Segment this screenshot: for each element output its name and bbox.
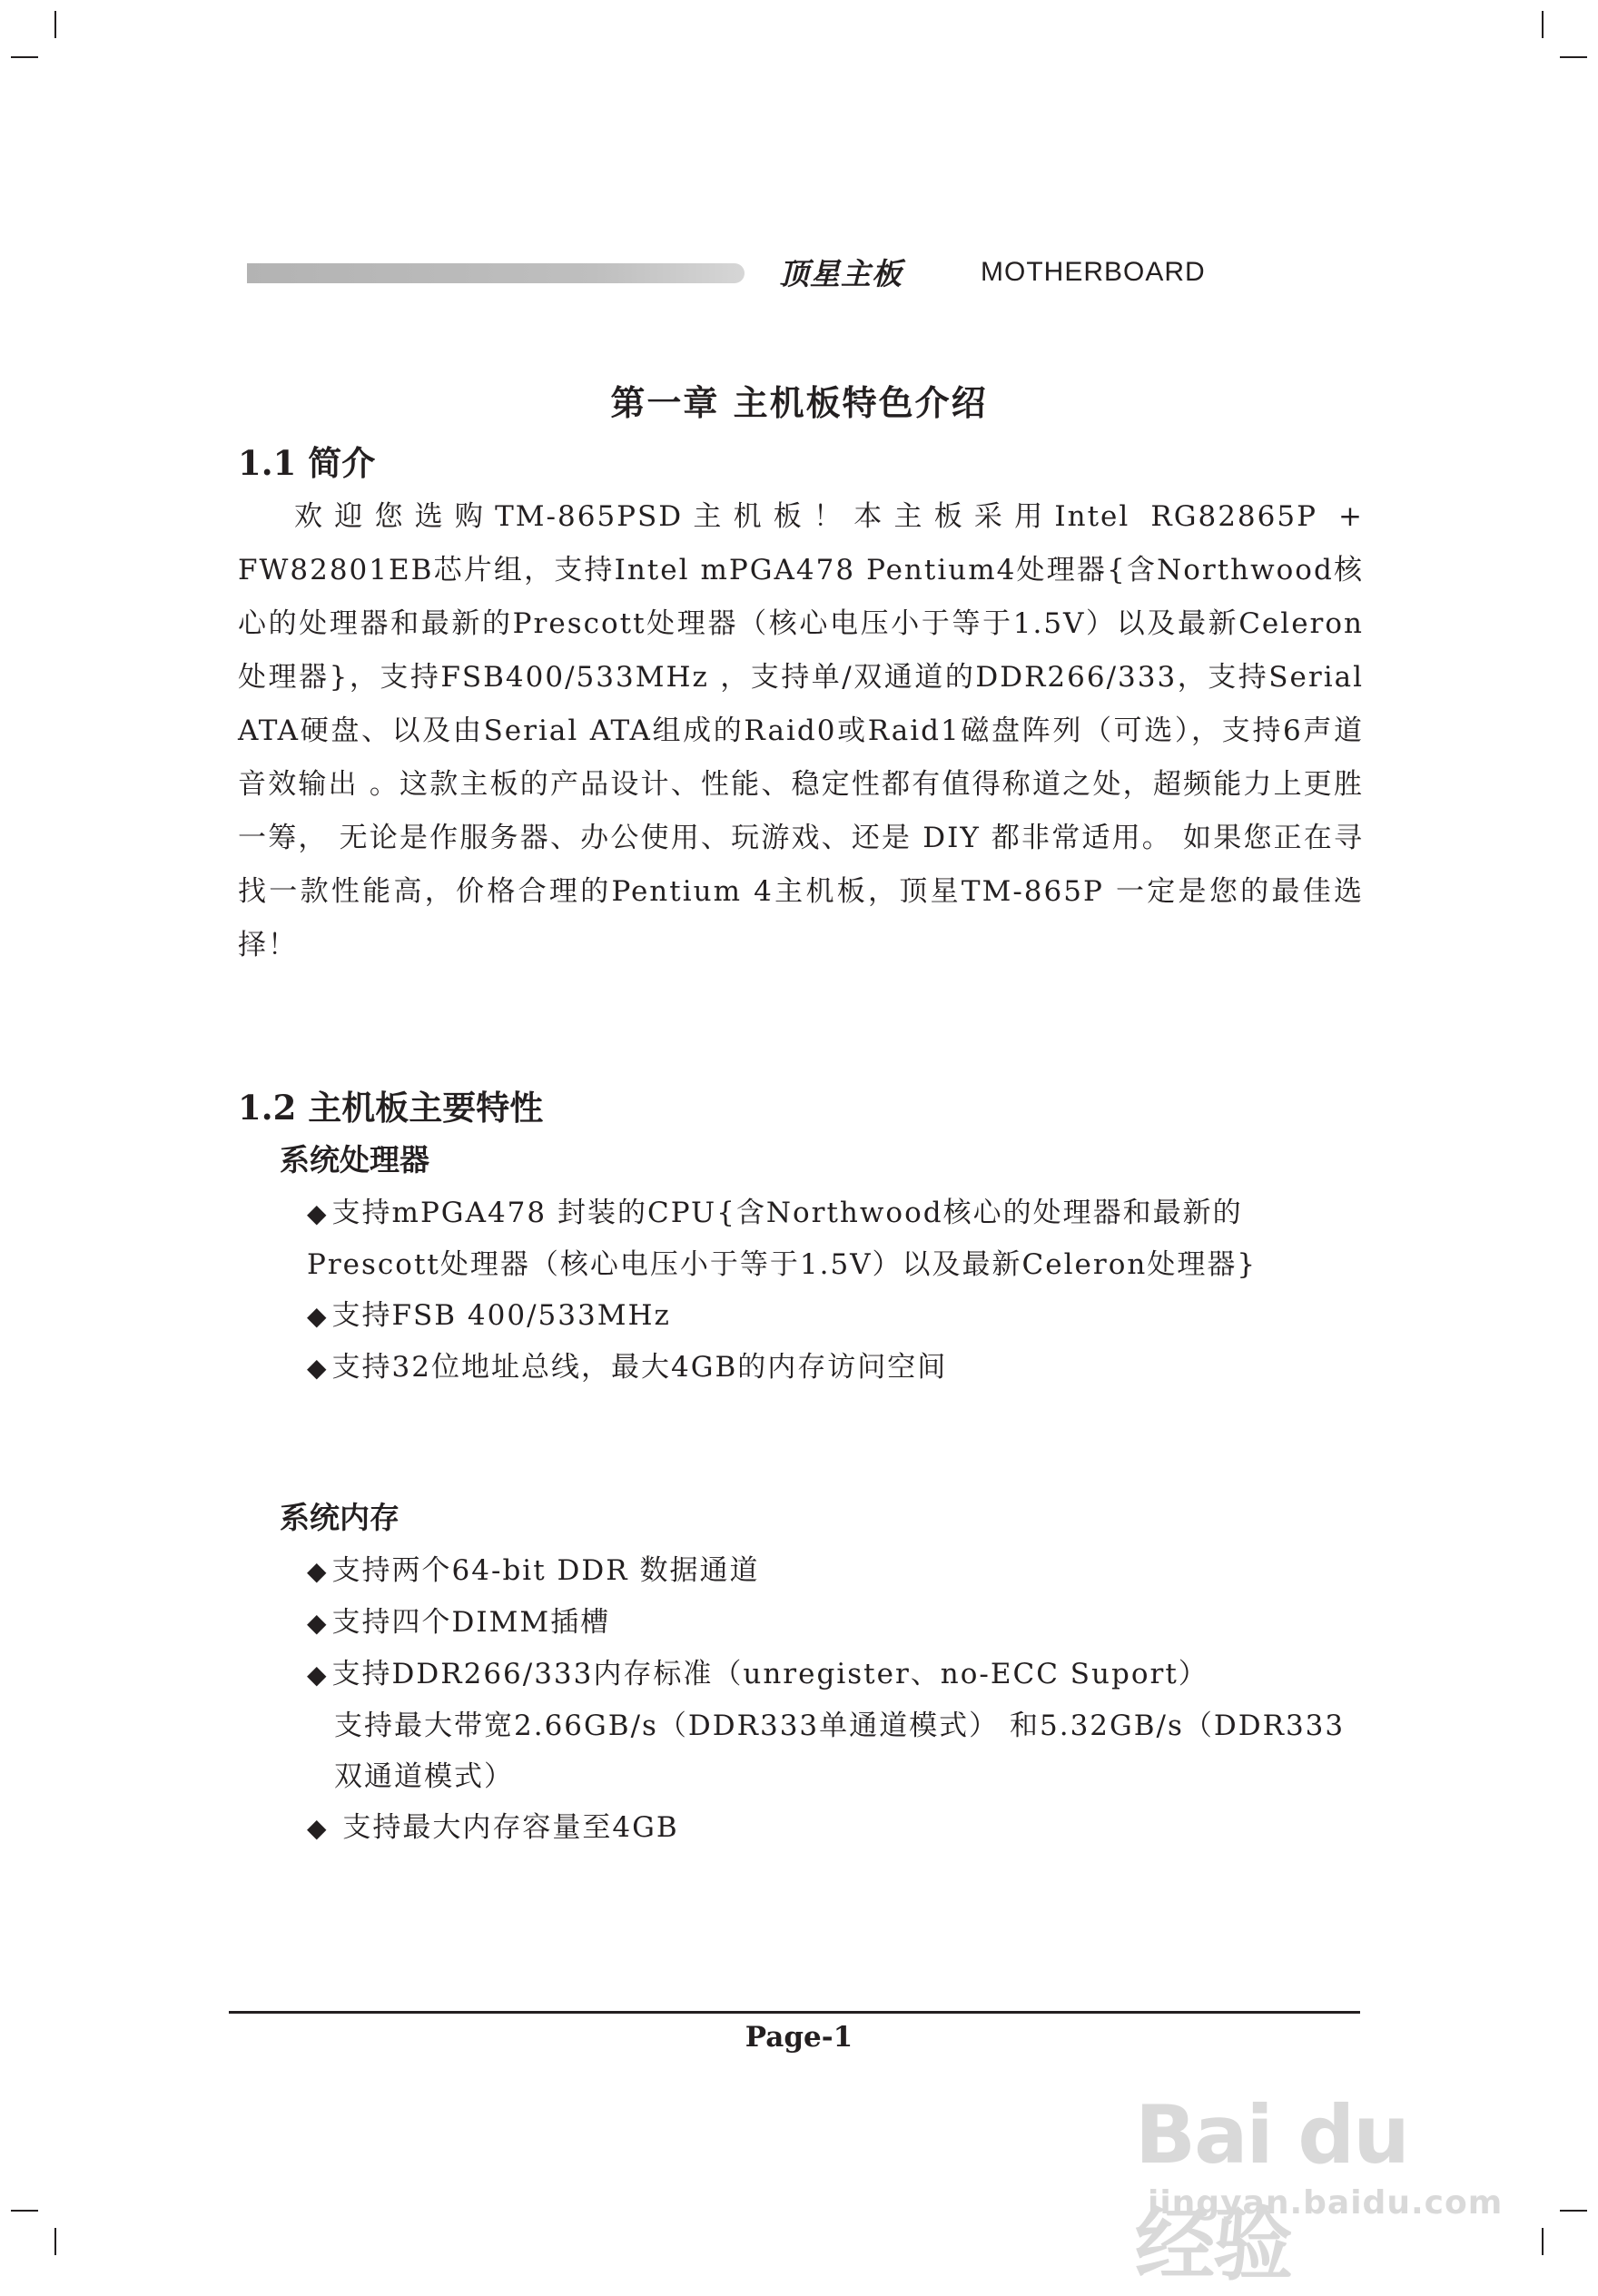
list-item [307,1342,1360,1394]
subheading-cpu: 系统处理器 [280,1142,429,1178]
section-heading-intro: 1.1 简介 [238,443,376,483]
memory-feature-list [307,1545,1360,1854]
list-item [307,1597,1360,1649]
bullet-diamond-icon: ◆ [307,1301,329,1331]
list-item [307,1187,1360,1290]
list-item-text: 支持DDR266/333内存标准（unregister、no-ECC Suport） [331,1658,1208,1690]
chapter-title: 第一章 主机板特色介绍 [610,382,988,423]
crop-mark [1560,2210,1587,2212]
list-item-text: 支持32位地址总线，最大4GB的内存访问空间 [331,1351,948,1384]
intro-paragraph: 欢迎您选购TM-865PSD主机板！本主板采用Intel RG82865P + FW82801EB芯片组，支持Intel mPGA478 Pentium4处理器{含Northwood核心的处理器和最新的Prescott处理器（核心电压小于等于1.5V）以及最新Celeron处理器}，支持FSB400/533MHz ，支持单/双通道的DDR266/333，支持Serial ATA硬盘、以及由Serial ATA组成的Raid0或Raid1磁盘阵列（可选），支持6声道音效输出 。这款主板的产品设计、性能、稳定性都有值得称道之处，超频能力上更胜一筹， 无论是作服务器、办公使用、玩游戏、还是 DIY 都非常适用。 如果您正在寻找一款性能高，价格合理的Pentium 4主机板，顶星TM-865P 一定是您的最佳选择！ [238,500,1364,961]
bullet-diamond-icon: ◆ [307,1813,329,1843]
list-item-continuation: 支持最大带宽2.66GB/s（DDR333单通道模式） 和5.32GB/s（DDR333双通道模式） [334,1710,1346,1793]
list-item-text: 支持FSB 400/533MHz [331,1299,671,1332]
footer-rule [229,2011,1360,2014]
header-bar [247,263,745,283]
list-item-text: 支持四个DIMM插槽 [331,1606,611,1639]
crop-mark [1560,56,1587,58]
list-item-text: 支持mPGA478 封装的CPU{含Northwood核心的处理器和最新的Prescott处理器（核心电压小于等于1.5V）以及最新Celeron处理器} [307,1197,1258,1281]
bullet-diamond-icon: ◆ [307,1556,329,1586]
baidu-watermark [1135,2088,1504,2291]
watermark-logo: Bai du 经验 [1135,2088,1408,2291]
bullet-diamond-icon: ◆ [307,1608,329,1638]
watermark-url: jingyan.baidu.com [1148,2184,1504,2222]
bullet-diamond-icon: ◆ [307,1198,329,1228]
list-item [307,1545,1360,1597]
cpu-feature-list [307,1187,1360,1394]
brand-subtitle: MOTHERBOARD [981,257,1206,287]
crop-mark [54,2228,56,2255]
list-item [307,1802,1360,1854]
crop-mark [1542,11,1544,38]
crop-mark [11,56,38,58]
page-number: Page-1 [745,2021,853,2054]
bullet-diamond-icon: ◆ [307,1660,329,1690]
list-item-text: 支持两个64-bit DDR 数据通道 [331,1554,760,1587]
section-heading-features: 1.2 主机板主要特性 [238,1088,544,1128]
bullet-diamond-icon: ◆ [307,1353,329,1383]
crop-mark [54,11,56,38]
crop-mark [11,2210,38,2212]
list-item [307,1290,1360,1342]
crop-mark [1542,2228,1544,2255]
subheading-memory: 系统内存 [280,1500,400,1535]
list-item [307,1649,1360,1802]
list-item-text: 支持最大内存容量至4GB [331,1811,679,1844]
brand-logo-text: 顶星主板 [779,256,903,291]
